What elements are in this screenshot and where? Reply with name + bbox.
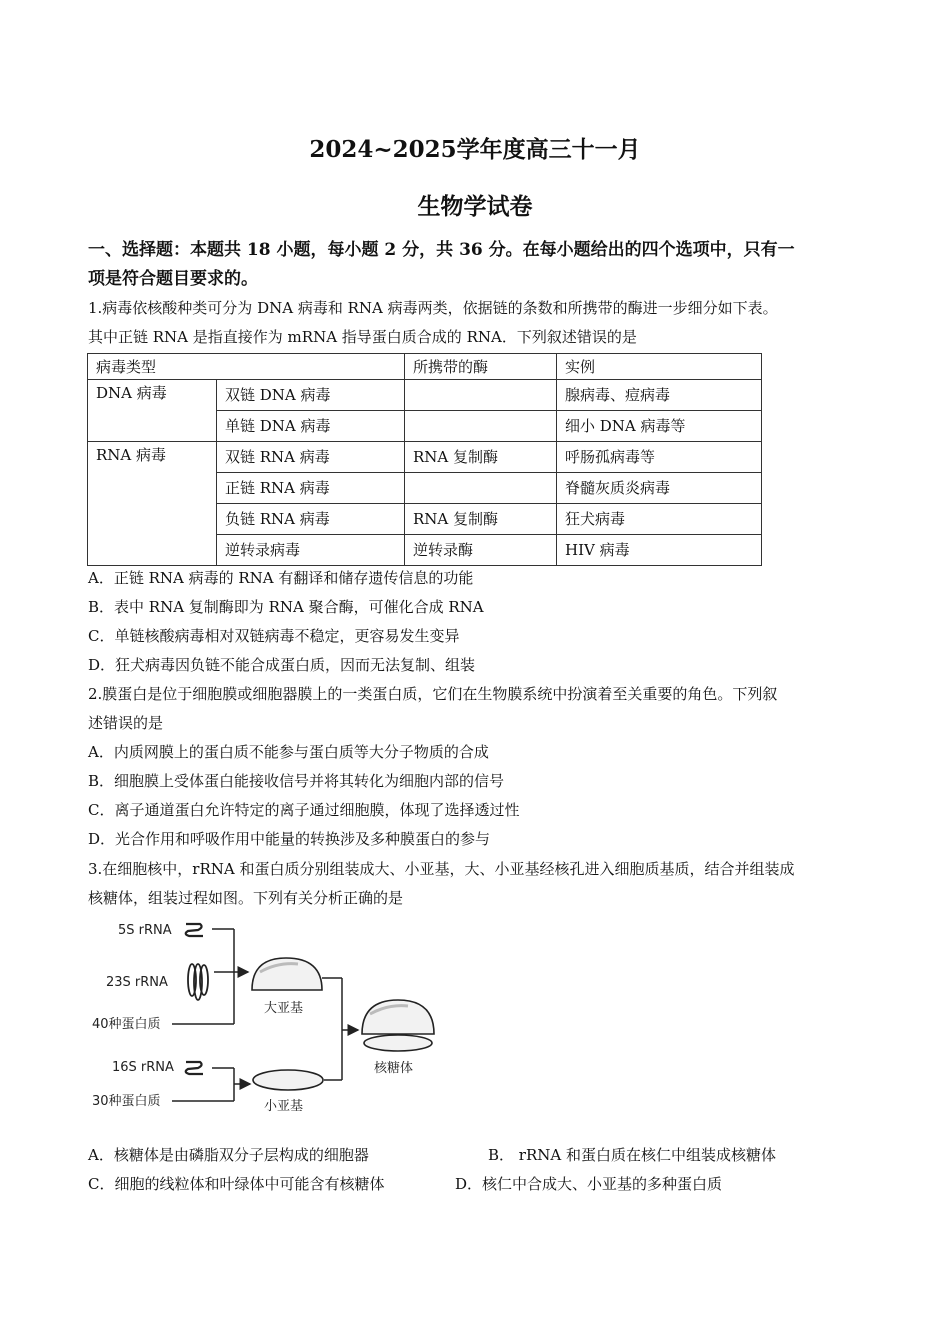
q3-option-c: C．细胞的线粒体和叶绿体中可能含有核糖体: [88, 1175, 385, 1193]
exam-title-line1: 2024~2025学年度高三十一月: [309, 136, 641, 163]
table-cell-sub: 正链 RNA 病毒: [217, 473, 405, 504]
table-header-cell: 所携带的酶: [405, 354, 557, 380]
table-cell-example: HIV 病毒: [557, 535, 762, 566]
table-cell-enzyme: [405, 411, 557, 442]
q1-option-b: B．表中 RNA 复制酶即为 RNA 聚合酶，可催化合成 RNA: [88, 598, 484, 616]
q3-option-b: B． rRNA 和蛋白质在核仁中组装成核糖体: [488, 1146, 776, 1164]
large-subunit-connectors: [172, 929, 248, 1024]
large-subunit-shape: [252, 958, 322, 990]
q1-option-d: D．狂犬病毒因负链不能合成蛋白质，因而无法复制、组装: [88, 656, 476, 674]
label-ribosome: 核糖体: [374, 1061, 414, 1076]
q1-stem-line1: 1.病毒依核酸种类可分为 DNA 病毒和 RNA 病毒两类，依据链的条数和所携带的酶进一步细分如下表。: [88, 299, 778, 317]
exam-title-line2: 生物学试卷: [417, 193, 533, 220]
table-cell-sub: 负链 RNA 病毒: [217, 504, 405, 535]
table-cell-example: 脊髓灰质炎病毒: [557, 473, 762, 504]
table-cell-example: 细小 DNA 病毒等: [557, 411, 762, 442]
table-cell-enzyme: [405, 380, 557, 411]
table-cell-example: 呼肠孤病毒等: [557, 442, 762, 473]
table-cell-sub: 双链 RNA 病毒: [217, 442, 405, 473]
section1-heading: [88, 236, 868, 294]
label-5s-rrna: 5S rRNA: [118, 923, 172, 938]
rrna-5s-squiggle: [186, 924, 203, 936]
label-large-subunit: 大亚基: [264, 1001, 304, 1016]
ribosome-assembly-diagram: [88, 912, 468, 1127]
rrna-16s-squiggle: [186, 1062, 203, 1074]
table-header-cell: 病毒类型: [88, 354, 405, 380]
table-header-cell: 实例: [557, 354, 762, 380]
label-30-proteins: 30种蛋白质: [92, 1094, 161, 1109]
section1-heading-line2: 项是符合题目要求的。: [88, 269, 258, 289]
table-cell-enzyme: RNA 复制酶: [405, 442, 557, 473]
q2-stem-line2: 述错误的是: [88, 714, 164, 732]
q2-stem-line1: 2.膜蛋白是位于细胞膜或细胞器膜上的一类蛋白质，它们在生物膜系统中扮演着至关重要的角色。下列叙: [88, 685, 778, 703]
small-subunit-connectors: [172, 1068, 250, 1101]
q1-option-c: C．单链核酸病毒相对双链病毒不稳定，更容易发生变异: [88, 627, 460, 645]
rrna-23s-coil: [188, 964, 208, 1000]
small-subunit-shape: [253, 1070, 323, 1090]
label-16s-rrna: 16S rRNA: [112, 1060, 174, 1075]
label-40-proteins: 40种蛋白质: [92, 1017, 161, 1032]
q1-stem-line2: 其中正链 RNA 是指直接作为 mRNA 指导蛋白质合成的 RNA．下列叙述错误的是: [88, 328, 637, 346]
q2-option-b: B．细胞膜上受体蛋白能接收信号并将其转化为细胞内部的信号: [88, 772, 505, 790]
label-small-subunit: 小亚基: [264, 1099, 304, 1114]
q2-option-d: D．光合作用和呼吸作用中能量的转换涉及多种膜蛋白的参与: [88, 830, 491, 848]
section1-heading-line1: 一、选择题：本题共 18 小题，每小题 2 分，共 36 分。在每小题给出的四个选项中，只有一: [88, 240, 795, 260]
q1-option-a: A．正链 RNA 病毒的 RNA 有翻译和储存遗传信息的功能: [88, 569, 474, 587]
table-cell-enzyme: 逆转录酶: [405, 535, 557, 566]
table-cell-example: 狂犬病毒: [557, 504, 762, 535]
table-row: [88, 442, 762, 473]
table-cell-sub: 逆转录病毒: [217, 535, 405, 566]
q3-option-d: D．核仁中合成大、小亚基的多种蛋白质: [455, 1175, 723, 1193]
table-cell-sub: 双链 DNA 病毒: [217, 380, 405, 411]
table-header-row: [88, 354, 762, 380]
q3-stem-line1: 3.在细胞核中，rRNA 和蛋白质分别组装成大、小亚基，大、小亚基经核孔进入细胞质基质，结合并组装成: [88, 860, 795, 878]
table-cell-enzyme: [405, 473, 557, 504]
q2-option-a: A．内质网膜上的蛋白质不能参与蛋白质等大分子物质的合成: [88, 743, 489, 761]
label-23s-rrna: 23S rRNA: [106, 975, 168, 990]
table-cell-sub: 单链 DNA 病毒: [217, 411, 405, 442]
virus-table: [87, 353, 762, 566]
table-cell-example: 腺病毒、痘病毒: [557, 380, 762, 411]
q2-option-c: C．离子通道蛋白允许特定的离子通过细胞膜，体现了选择透过性: [88, 801, 520, 819]
q3-stem-line2: 核糖体，组装过程如图。下列有关分析正确的是: [88, 889, 404, 907]
ribosome-connectors: [322, 978, 358, 1080]
ribosome-shape: [362, 1000, 434, 1051]
table-row: [88, 380, 762, 411]
table-cell-type: RNA 病毒: [88, 442, 217, 566]
q3-option-a: A．核糖体是由磷脂双分子层构成的细胞器: [88, 1146, 369, 1164]
table-cell-enzyme: RNA 复制酶: [405, 504, 557, 535]
table-cell-type: DNA 病毒: [88, 380, 217, 442]
